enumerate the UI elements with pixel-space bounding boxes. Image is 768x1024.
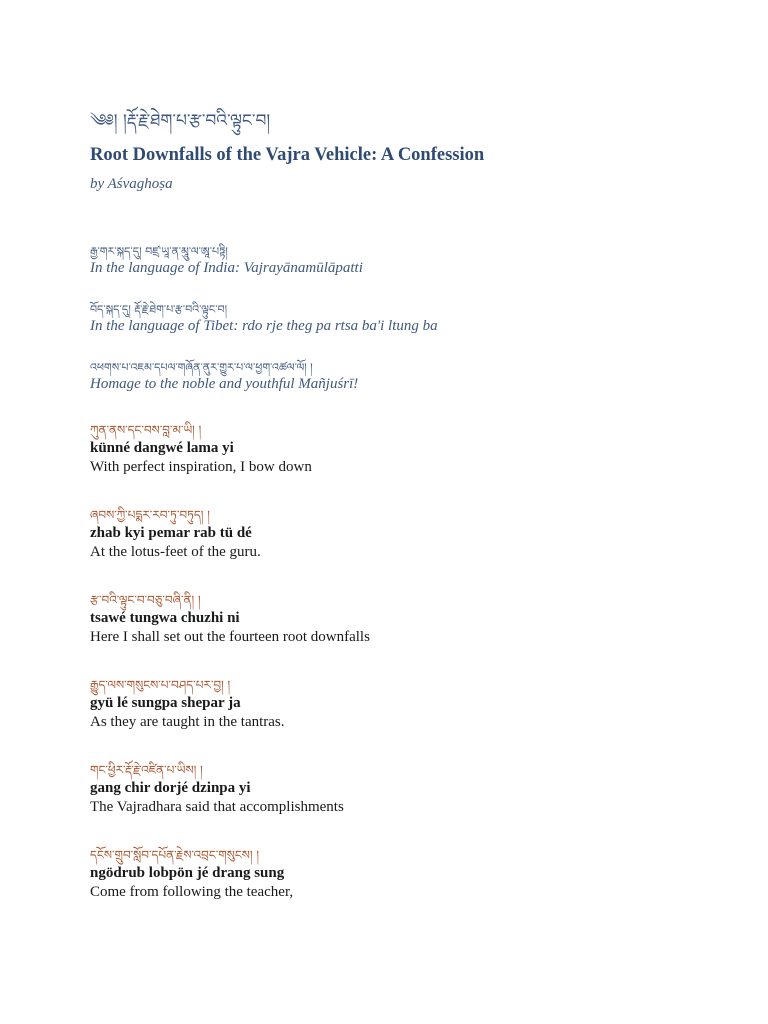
author-line: by Aśvaghoṣa	[90, 176, 173, 192]
intro-tibetan: འཕགས་པ་འཇམ་དཔལ་གཞོན་ནུར་གྱུར་པ་ལ་ཕྱག་འཚལ་ལོ། །	[90, 361, 313, 374]
verse-block	[90, 422, 312, 477]
intro-tibetan: རྒྱ་གར་སྐད་དུ། བཛྲ་ཡཱ་ན་མཱུ་ལ་ཨཱ་པཏྟི།	[90, 245, 228, 258]
verse-english: Here I shall set out the fourteen root downfalls	[90, 629, 370, 645]
verse-english: With perfect inspiration, I bow down	[90, 459, 312, 475]
intro-block	[90, 244, 363, 277]
intro-english: Homage to the noble and youthful Mañjuśrī!	[90, 376, 359, 392]
verse-phonetic: künné dangwé lama yi	[90, 440, 234, 456]
verse-block	[90, 507, 261, 562]
verse-phonetic: gang chir dorjé dzinpa yi	[90, 780, 251, 796]
verse-english: The Vajradhara said that accomplishments	[90, 799, 344, 815]
verse-tibetan: རྒྱུད་ལས་གསུངས་པ་བཤད་པར་བྱ། །	[90, 678, 231, 692]
verse-block	[90, 762, 344, 817]
intro-tibetan: བོད་སྐད་དུ། རྡོ་རྗེ་ཐེག་པ་རྩ་བའི་ལྟུང་བ།	[90, 303, 228, 316]
verse-english: As they are taught in the tantras.	[90, 714, 285, 730]
verse-tibetan: དངོས་གྲུབ་སློབ་དཔོན་རྗེས་འབྲང་གསུངས། །	[90, 848, 260, 862]
verse-phonetic: zhab kyi pemar rab tü dé	[90, 525, 252, 541]
verse-tibetan: ཀུན་ནས་དང་བས་བླ་མ་ཡི། །	[90, 423, 202, 437]
tibetan-title: ༄༅། །རྡོ་རྗེ་ཐེག་པ་རྩ་བའི་ལྟུང་བ།	[90, 111, 271, 131]
intro-english: In the language of Tibet: rdo rje theg pa rtsa ba'i ltung ba	[90, 318, 438, 334]
verse-phonetic: ngödrub lobpön jé drang sung	[90, 865, 285, 881]
verse-block	[90, 592, 370, 647]
intro-block	[90, 302, 438, 335]
intro-block	[90, 360, 358, 393]
verse-phonetic: gyü lé sungpa shepar ja	[90, 695, 241, 711]
verse-tibetan: ཞབས་ཀྱི་པདྨར་རབ་ཏུ་བཏུད། །	[90, 508, 210, 522]
verse-english: Come from following the teacher,	[90, 884, 294, 900]
intro-english: In the language of India: Vajrayānamūlāpatti	[90, 260, 363, 276]
verse-block	[90, 847, 293, 902]
page-title: Root Downfalls of the Vajra Vehicle: A Confession	[90, 145, 485, 165]
verse-english: At the lotus-feet of the guru.	[90, 544, 261, 560]
verse-tibetan: གང་ཕྱིར་རྡོ་རྗེ་འཛིན་པ་ཡིས། །	[90, 763, 203, 777]
verse-phonetic: tsawé tungwa chuzhi ni	[90, 610, 240, 626]
verse-block	[90, 677, 285, 732]
verse-tibetan: རྩ་བའི་ལྟུང་བ་བཅུ་བཞི་ནི། །	[90, 593, 201, 607]
